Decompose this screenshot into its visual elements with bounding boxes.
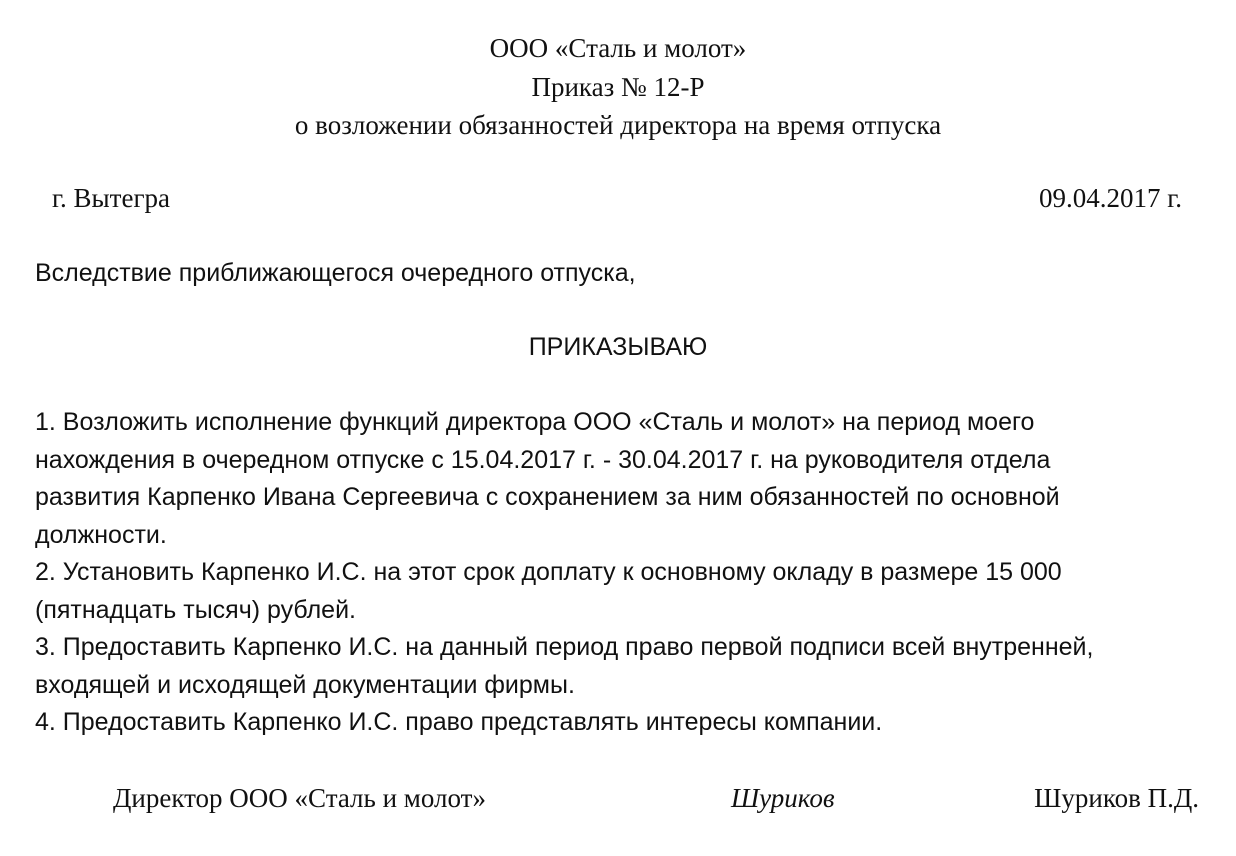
- order-subject: о возложении обязанностей директора на время отпуска: [294, 110, 942, 140]
- order-number: Приказ № 12-Р: [531, 72, 705, 102]
- item-2-line-1: 2. Установить Карпенко И.С. на этот срок доплату к основному окладу в размере 15 000: [35, 558, 1062, 586]
- item-1-line-4: должности.: [35, 520, 167, 549]
- order-word: ПРИКАЗЫВАЮ: [528, 333, 708, 361]
- document-place: г. Вытегра: [52, 183, 171, 213]
- item-3-line-2: входящей и исходящей документации фирмы.: [35, 670, 575, 699]
- intro-paragraph: Вследствие приближающегося очередного отпуска,: [35, 259, 636, 287]
- item-2-line-2: (пятнадцать тысяч) рублей.: [35, 595, 356, 624]
- signer-name: Шуриков П.Д.: [1034, 783, 1199, 813]
- item-1-line-1: 1. Возложить исполнение функций директора ООО «Сталь и молот» на период моего: [35, 408, 1035, 436]
- document-date: 09.04.2017 г.: [1038, 183, 1182, 213]
- item-3-line-1: 3. Предоставить Карпенко И.С. на данный период право первой подписи всей внутренней,: [35, 633, 1094, 661]
- order-items: [35, 404, 1215, 742]
- signer-title: Директор ООО «Сталь и молот»: [113, 783, 486, 813]
- handwritten-signature: Шуриков: [731, 783, 835, 813]
- item-4-line-1: 4. Предоставить Карпенко И.С. право представлять интересы компании.: [35, 708, 883, 736]
- company-name: ООО «Сталь и молот»: [489, 33, 747, 63]
- item-1-line-3: развития Карпенко Ивана Сергеевича с сохранением за ним обязанностей по основной: [35, 483, 1060, 511]
- item-1-line-2: нахождения в очередном отпуске с 15.04.2017 г. - 30.04.2017 г. на руководителя отдела: [35, 445, 1051, 474]
